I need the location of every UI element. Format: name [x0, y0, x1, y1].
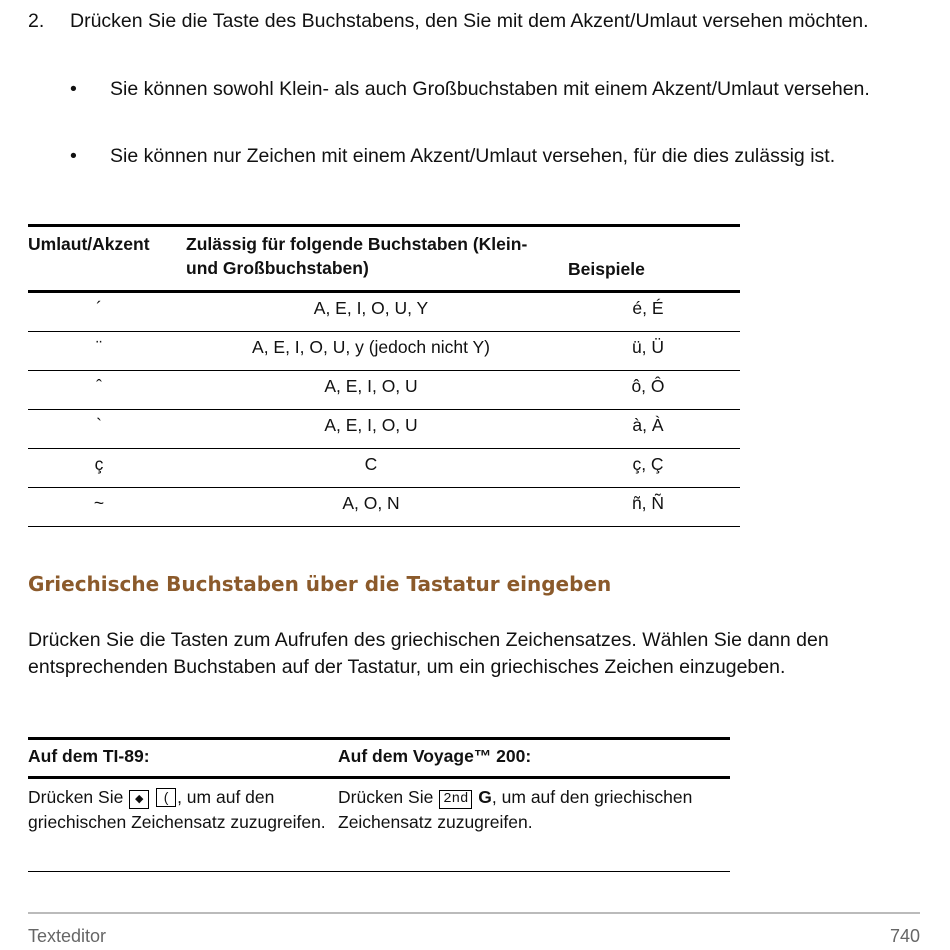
bullet-item	[70, 76, 910, 103]
voyage-instruction	[338, 785, 728, 835]
bullet-text: Sie können nur Zeichen mit einem Akzent/Umlaut versehen, für die dies zulässig ist.	[110, 145, 836, 167]
bullet-dot: •	[70, 145, 77, 167]
table-row	[28, 371, 740, 410]
header-examples: Beispiele	[568, 259, 645, 279]
accent-mark: ~	[93, 493, 105, 513]
examples: à, À	[632, 415, 664, 435]
paren-key-icon: (	[156, 788, 176, 807]
accent-mark: ç	[94, 454, 104, 474]
instruction-suffix: , um auf den griechischen Zeichensatz zuzugreifen.	[28, 787, 326, 832]
intro-paragraph: Drücken Sie die Tasten zum Aufrufen des griechischen Zeichensatzes. Wählen Sie dann den entsprechenden Buchstaben auf der Tastatur, um ein griechisches Zeichen einzugeben.	[28, 629, 829, 678]
accent-mark: ¨	[96, 337, 102, 357]
allowed-letters: A, E, I, O, U, y (jedoch nicht Y)	[252, 337, 490, 357]
accent-mark: ˆ	[96, 376, 102, 396]
step-number: 2.	[28, 10, 45, 32]
accent-table	[28, 224, 740, 527]
key-table	[28, 737, 730, 872]
instruction-suffix: , um auf den griechischen Zeichensatz zuzugreifen.	[338, 787, 693, 832]
ti89-instruction	[28, 785, 328, 835]
examples: ü, Ü	[631, 337, 665, 357]
footer-divider	[28, 912, 920, 914]
instruction-prefix: Drücken Sie	[28, 787, 124, 807]
allowed-letters: A, E, I, O, U, Y	[313, 298, 429, 318]
examples: ç, Ç	[632, 454, 664, 474]
table-row	[28, 449, 740, 488]
allowed-letters: C	[364, 454, 378, 474]
accent-mark: ´	[96, 298, 102, 318]
examples: é, É	[632, 298, 664, 318]
step-text: Drücken Sie die Taste des Buchstabens, den Sie mit dem Akzent/Umlaut versehen möchten.	[70, 10, 869, 32]
2nd-key-icon: 2nd	[439, 790, 472, 809]
table-header	[28, 227, 740, 290]
allowed-letters: A, E, I, O, U	[324, 415, 418, 435]
table-row	[28, 488, 740, 527]
header-ti89: Auf dem TI-89:	[28, 746, 150, 766]
diamond-key-icon: ◆	[129, 790, 149, 809]
accent-mark: `	[96, 415, 102, 435]
table-row	[28, 410, 740, 449]
header-mark: Umlaut/Akzent	[28, 234, 150, 254]
instruction-prefix: Drücken Sie	[338, 787, 434, 807]
table-header	[28, 740, 730, 776]
section-title: Griechische Buchstaben über die Tastatur eingeben	[28, 572, 612, 596]
header-letters: Zulässig für folgende Buchstaben (Klein- und Großbuchstaben)	[186, 234, 528, 278]
table-row	[28, 332, 740, 371]
bullet-dot: •	[70, 78, 77, 100]
header-voyage: Auf dem Voyage™ 200:	[338, 746, 532, 766]
page-number: 740	[889, 926, 920, 946]
bullet-text: Sie können sowohl Klein- als auch Großbuchstaben mit einem Akzent/Umlaut versehen.	[110, 78, 870, 100]
examples: ô, Ô	[631, 376, 665, 396]
table-row	[28, 779, 730, 872]
bullet-item	[70, 143, 910, 170]
step-2	[28, 8, 928, 35]
footer-section: Texteditor	[28, 926, 107, 946]
examples: ñ, Ñ	[631, 493, 665, 513]
allowed-letters: A, E, I, O, U	[324, 376, 418, 396]
table-row	[28, 293, 740, 332]
allowed-letters: A, O, N	[342, 493, 400, 513]
g-key: G	[478, 787, 492, 807]
